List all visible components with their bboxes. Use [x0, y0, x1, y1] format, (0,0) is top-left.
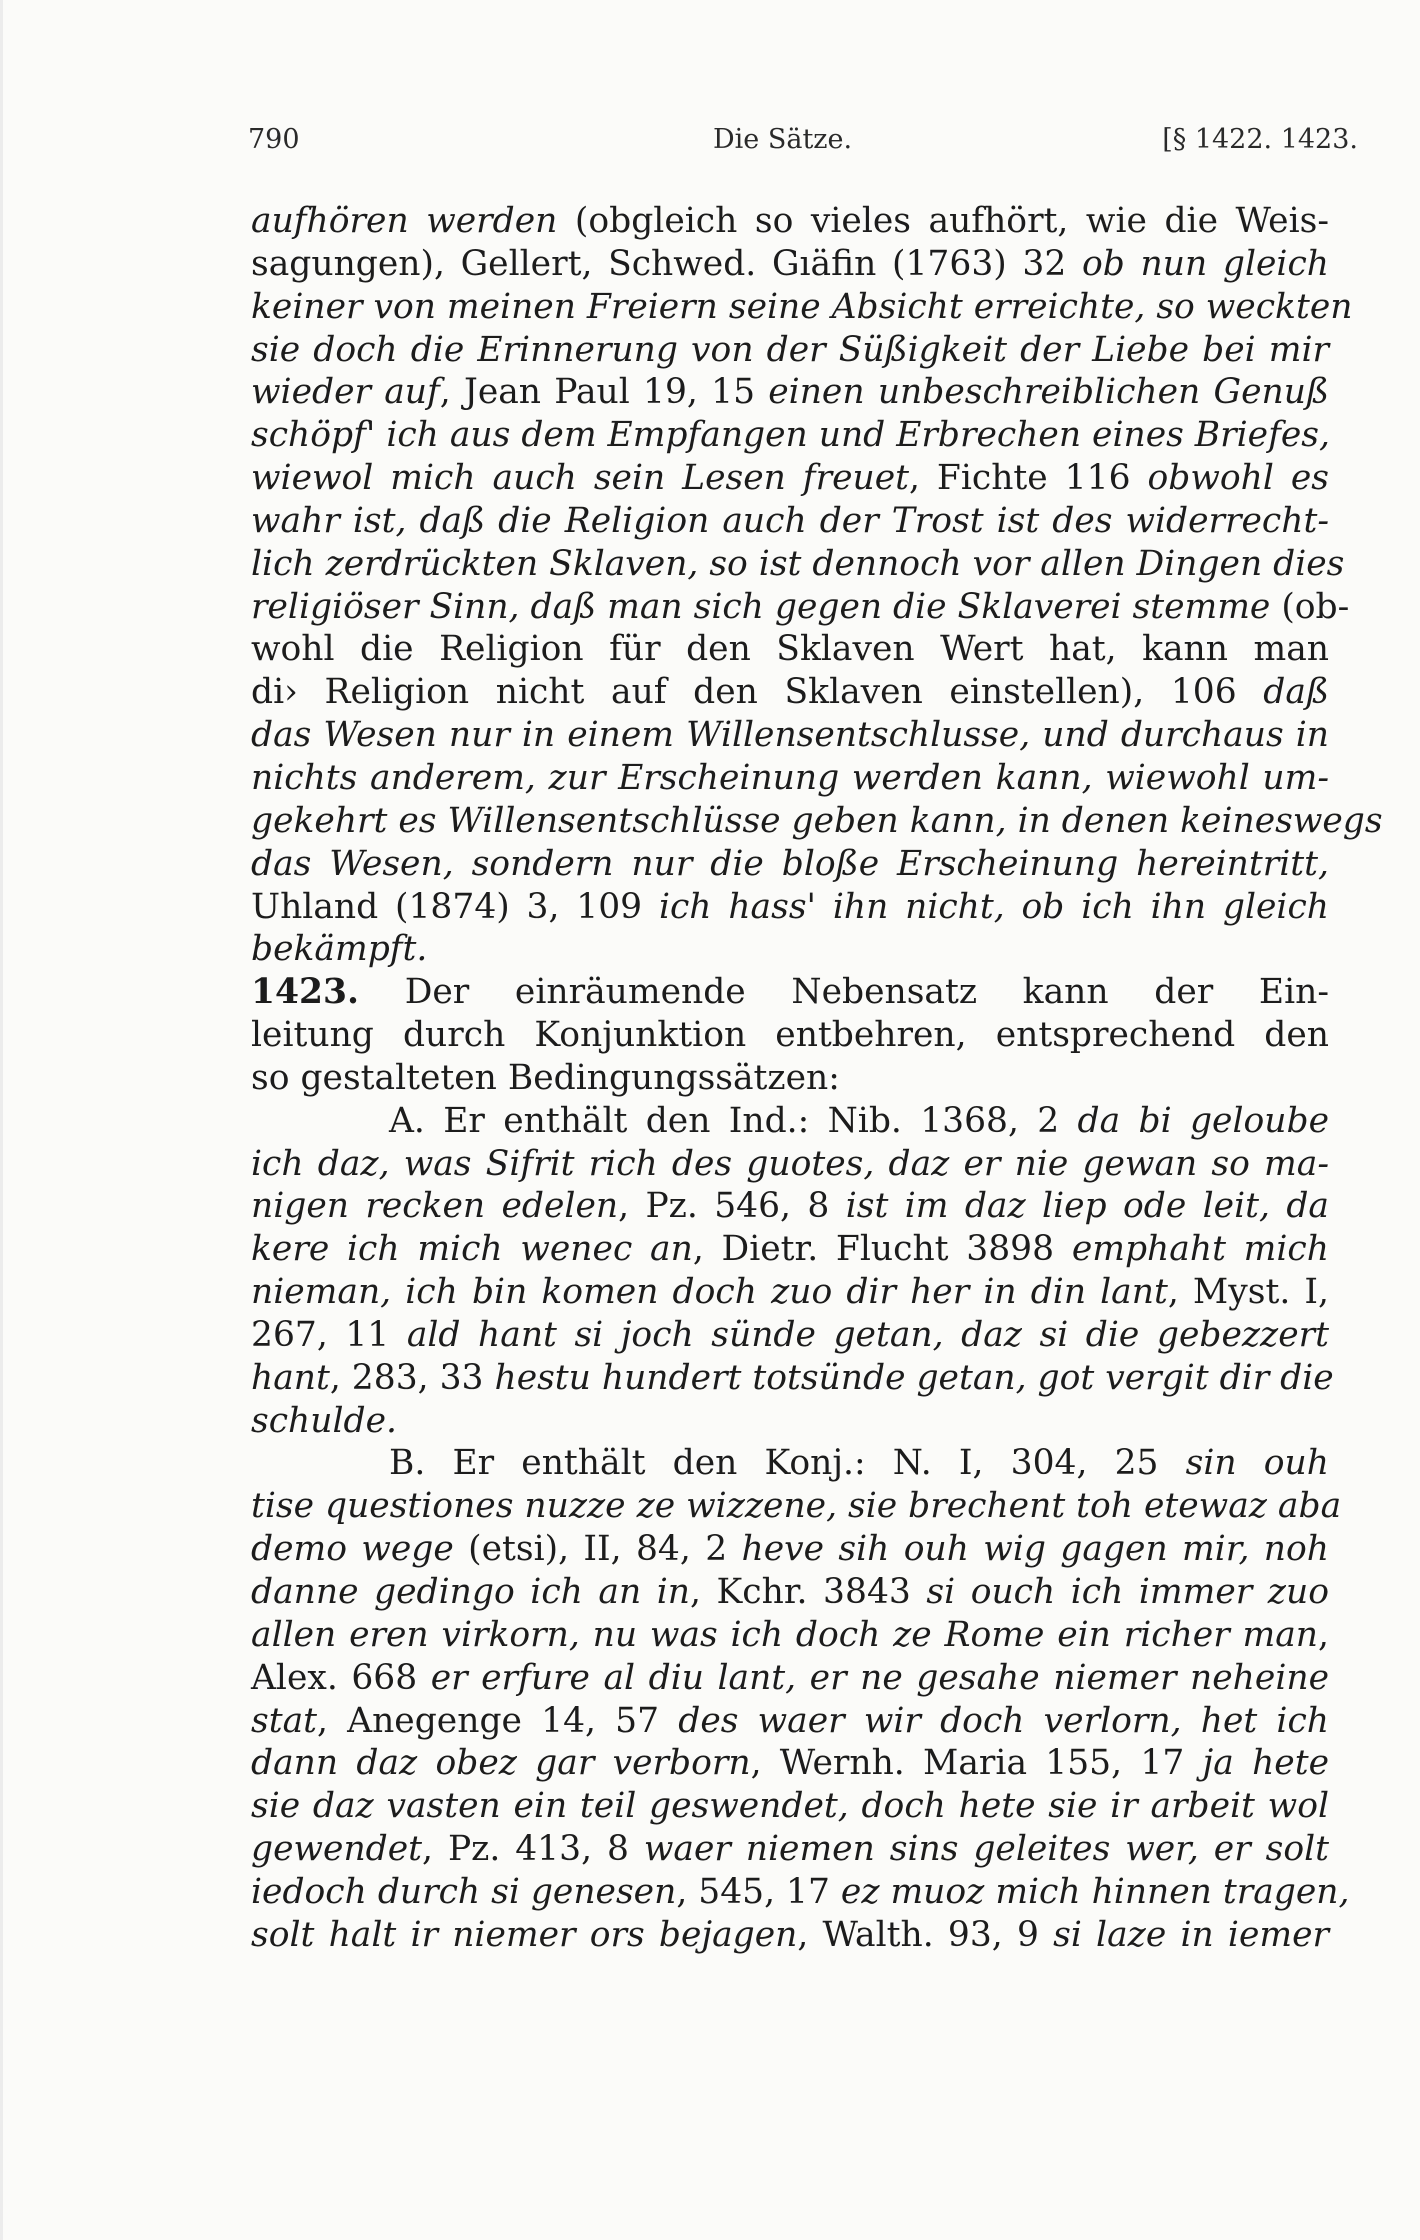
running-header: [248, 124, 1358, 164]
text-line: wahr ist, daß die Religion auch der Trost ist des widerrecht-: [251, 500, 1329, 541]
text-line: hant, 283, 33 hestu hundert totsünde getan, got vergit dir die: [251, 1357, 1334, 1398]
text-line: 267, 11 ald hant si joch sünde getan, daz si die gebezzert: [251, 1314, 1329, 1355]
subsection-b-line: B. Er enthält den Konj.: N. I, 304, 25 sin ouh: [389, 1443, 1329, 1484]
text-line: allen eren virkorn, nu was ich doch ze Rome ein richer man,: [251, 1614, 1329, 1655]
text-line: sie daz vasten ein teil geswendet, doch hete sie ir arbeit wol: [251, 1786, 1329, 1827]
text-line: aufhören werden (obgleich so vieles aufhört, wie die Weis-: [251, 201, 1329, 241]
text-line: nichts anderem, zur Erscheinung werden kann, wiewohl um-: [251, 757, 1329, 798]
body-text: [251, 200, 1383, 1957]
text-line: Alex. 668 er erfure al diu lant, er ne gesahe niemer neheine: [251, 1657, 1329, 1698]
text-line: das Wesen nur in einem Willensentschlusse, und durchaus in: [251, 715, 1329, 756]
text-line: di› Religion nicht auf den Sklaven einstellen), 106 daß: [251, 672, 1329, 713]
text-line: leitung durch Konjunktion entbehren, entsprechend den: [251, 1015, 1329, 1056]
text-line: wiewol mich auch sein Lesen freuet, Fichte 116 obwohl es: [251, 458, 1329, 499]
text-line: wohl die Religion für den Sklaven Wert hat, kann man: [251, 629, 1329, 670]
text-line: wieder auf, Jean Paul 19, 15 einen unbeschreiblichen Genuß: [251, 372, 1329, 413]
section-heading-line: 1423. Der einräumende Nebensatz kann der Ein-: [251, 972, 1329, 1013]
text-line: gewendet, Pz. 413, 8 waer niemen sins geleites wer, er solt: [251, 1829, 1329, 1870]
text-line: ich daz, was Sifrit rich des guotes, daz er nie gewan so ma-: [251, 1143, 1329, 1184]
text-line: iedoch durch si genesen, 545, 17 ez muoz mich hinnen tragen,: [251, 1871, 1350, 1912]
text-line: demo wege (etsi), II, 84, 2 heve sih ouh wig gagen mir, noh: [251, 1529, 1329, 1570]
running-title: Die Sätze.: [713, 124, 853, 155]
text-line: gekehrt es Willensentschlüsse geben kann, in denen keineswegs: [251, 800, 1383, 841]
text-line: solt halt ir niemer ors bejagen, Walth. 93, 9 si laze in iemer: [251, 1914, 1329, 1955]
text-line: sie doch die Erinnerung von der Süßigkeit der Liebe bei mir: [251, 329, 1329, 370]
text-line: so gestalteten Bedingungssätzen:: [251, 1057, 840, 1098]
text-line: sagungen), Gellert, Schwed. Gıäfin (1763) 32 ob nun gleich: [251, 243, 1330, 284]
subsection-a-line: A. Er enthält den Ind.: Nib. 1368, 2 da bi geloube: [389, 1100, 1329, 1141]
text-line: das Wesen, sondern nur die bloße Erscheinung hereintritt,: [251, 843, 1329, 884]
text-line: bekämpft.: [251, 929, 428, 970]
text-line: dann daz obez gar verborn, Wernh. Maria 155, 17 ja hete: [251, 1743, 1329, 1784]
text-line: danne gedingo ich an in, Kchr. 3843 si ouch ich immer zuo: [251, 1572, 1329, 1612]
text-line: Uhland (1874) 3, 109 ich hass' ihn nicht, ob ich ihn gleich: [251, 886, 1329, 927]
section-reference: [§ 1422. 1423.: [1162, 124, 1358, 155]
text-line: nigen recken edelen, Pz. 546, 8 ist im daz liep ode leit, da: [251, 1186, 1329, 1227]
text-line: schöpf' ich aus dem Empfangen und Erbrechen eines Briefes,: [251, 415, 1330, 456]
text-line: kere ich mich wenec an, Dietr. Flucht 3898 emphaht mich: [251, 1229, 1329, 1270]
text-line: keiner von meinen Freiern seine Absicht erreichte, so weckten: [251, 286, 1353, 327]
text-line: tise questiones nuzze ze wizzene, sie brechent toh etewaz aba: [251, 1486, 1342, 1527]
text-line: religiöser Sinn, daß man sich gegen die Sklaverei stemme (ob-: [251, 586, 1350, 627]
text-line: schulde.: [251, 1400, 397, 1441]
text-line: stat, Anegenge 14, 57 des waer wir doch verlorn, het ich: [251, 1700, 1329, 1741]
text-line: lich zerdrückten Sklaven, so ist dennoch vor allen Dingen dies: [251, 543, 1345, 584]
text-line: nieman, ich bin komen doch zuo dir her in din lant, Myst. I,: [251, 1272, 1329, 1313]
page-number: 790: [248, 124, 300, 155]
